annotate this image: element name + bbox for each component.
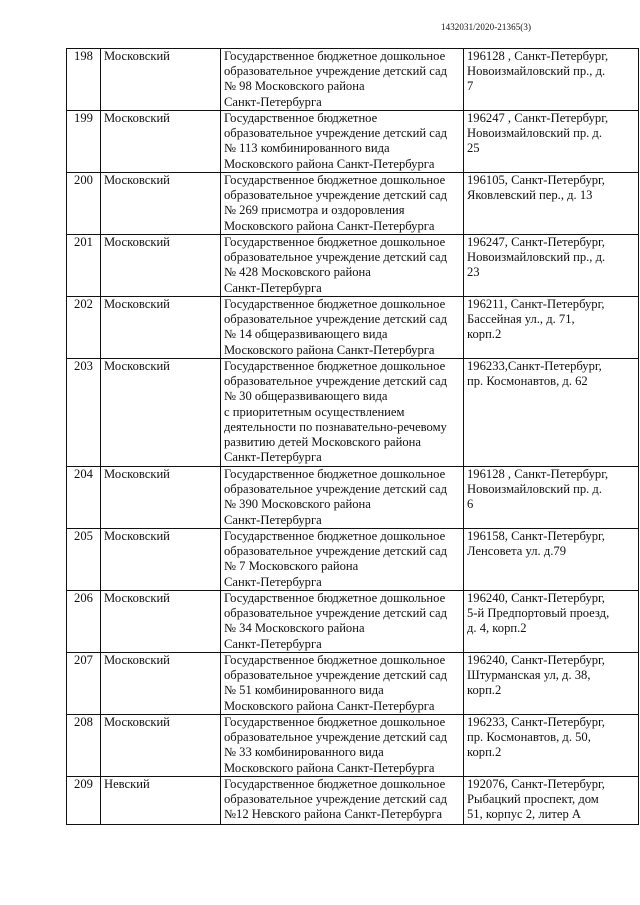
institution-name-cell: Государственное бюджетное дошкольное образовательное учреждение детский сад № 14 общеразвивающего вида Московского района Санкт-Петербурга (221, 297, 464, 359)
address-cell: 196240, Санкт-Петербург, 5-й Предпортовый проезд, д. 4, корп.2 (464, 591, 639, 653)
address-cell: 196128 , Санкт-Петербург, Новоизмайловский пр. д. 6 (464, 467, 639, 529)
district-cell: Московский (101, 111, 221, 173)
row-number: 207 (67, 653, 101, 715)
address-cell: 196233,Санкт-Петербург, пр. Космонавтов, д. 62 (464, 359, 639, 467)
district-cell: Московский (101, 235, 221, 297)
kindergarten-registry-table (66, 48, 639, 825)
address-cell: 196105, Санкт-Петербург, Яковлевский пер., д. 13 (464, 173, 639, 235)
address-cell: 196233, Санкт-Петербург, пр. Космонавтов, д. 50, корп.2 (464, 715, 639, 777)
row-number: 200 (67, 173, 101, 235)
document-number: 1432031/2020-21365(3) (441, 22, 532, 32)
table-row (67, 591, 639, 653)
row-number: 201 (67, 235, 101, 297)
address-cell: 196247, Санкт-Петербург, Новоизмайловский пр., д. 23 (464, 235, 639, 297)
institution-name-cell: Государственное бюджетное дошкольное образовательное учреждение детский сад № 30 общеразвивающего вида с приоритетным осуществлением деятельности по познавательно-речевому развитию детей Московского района Санкт-Петербурга (221, 359, 464, 467)
district-cell: Московский (101, 715, 221, 777)
district-cell: Московский (101, 359, 221, 467)
institution-name-cell: Государственное бюджетное образовательное учреждение детский сад № 113 комбинированного вида Московского района Санкт-Петербурга (221, 111, 464, 173)
address-cell: 196128 , Санкт-Петербург, Новоизмайловский пр., д. 7 (464, 49, 639, 111)
table-row (67, 49, 639, 111)
district-cell: Московский (101, 49, 221, 111)
institution-name-cell: Государственное бюджетное дошкольное образовательное учреждение детский сад № 390 Московского района Санкт-Петербурга (221, 467, 464, 529)
table-row (67, 777, 639, 825)
institution-name-cell: Государственное бюджетное дошкольное образовательное учреждение детский сад № 269 присмотра и оздоровления Московского района Санкт-Петербурга (221, 173, 464, 235)
district-cell: Невский (101, 777, 221, 825)
district-cell: Московский (101, 467, 221, 529)
table-row (67, 653, 639, 715)
table-row (67, 297, 639, 359)
address-cell: 192076, Санкт-Петербург, Рыбацкий проспект, дом 51, корпус 2, литер А (464, 777, 639, 825)
table-row (67, 715, 639, 777)
district-cell: Московский (101, 653, 221, 715)
row-number: 199 (67, 111, 101, 173)
district-cell: Московский (101, 591, 221, 653)
address-cell: 196211, Санкт-Петербург, Бассейная ул., д. 71, корп.2 (464, 297, 639, 359)
table-row (67, 173, 639, 235)
row-number: 203 (67, 359, 101, 467)
row-number: 208 (67, 715, 101, 777)
table-row (67, 111, 639, 173)
district-cell: Московский (101, 297, 221, 359)
table-row (67, 235, 639, 297)
address-cell: 196240, Санкт-Петербург, Штурманская ул, д. 38, корп.2 (464, 653, 639, 715)
row-number: 205 (67, 529, 101, 591)
institution-name-cell: Государственное бюджетное дошкольное образовательное учреждение детский сад № 33 комбинированного вида Московского района Санкт-Петербурга (221, 715, 464, 777)
row-number: 198 (67, 49, 101, 111)
row-number: 202 (67, 297, 101, 359)
table-row (67, 467, 639, 529)
row-number: 204 (67, 467, 101, 529)
address-cell: 196158, Санкт-Петербург, Ленсовета ул. д.79 (464, 529, 639, 591)
institution-name-cell: Государственное бюджетное дошкольное образовательное учреждение детский сад № 428 Московского района Санкт-Петербурга (221, 235, 464, 297)
institution-name-cell: Государственное бюджетное дошкольное образовательное учреждение детский сад № 34 Московского района Санкт-Петербурга (221, 591, 464, 653)
table-row (67, 529, 639, 591)
institution-name-cell: Государственное бюджетное дошкольное образовательное учреждение детский сад № 98 Московского района Санкт-Петербурга (221, 49, 464, 111)
institution-name-cell: Государственное бюджетное дошкольное образовательное учреждение детский сад № 7 Московского района Санкт-Петербурга (221, 529, 464, 591)
institution-name-cell: Государственное бюджетное дошкольное образовательное учреждение детский сад №12 Невского района Санкт-Петербурга (221, 777, 464, 825)
row-number: 206 (67, 591, 101, 653)
district-cell: Московский (101, 529, 221, 591)
table-row (67, 359, 639, 467)
institution-name-cell: Государственное бюджетное дошкольное образовательное учреждение детский сад № 51 комбинированного вида Московского района Санкт-Петербурга (221, 653, 464, 715)
row-number: 209 (67, 777, 101, 825)
district-cell: Московский (101, 173, 221, 235)
address-cell: 196247 , Санкт-Петербург, Новоизмайловский пр. д. 25 (464, 111, 639, 173)
